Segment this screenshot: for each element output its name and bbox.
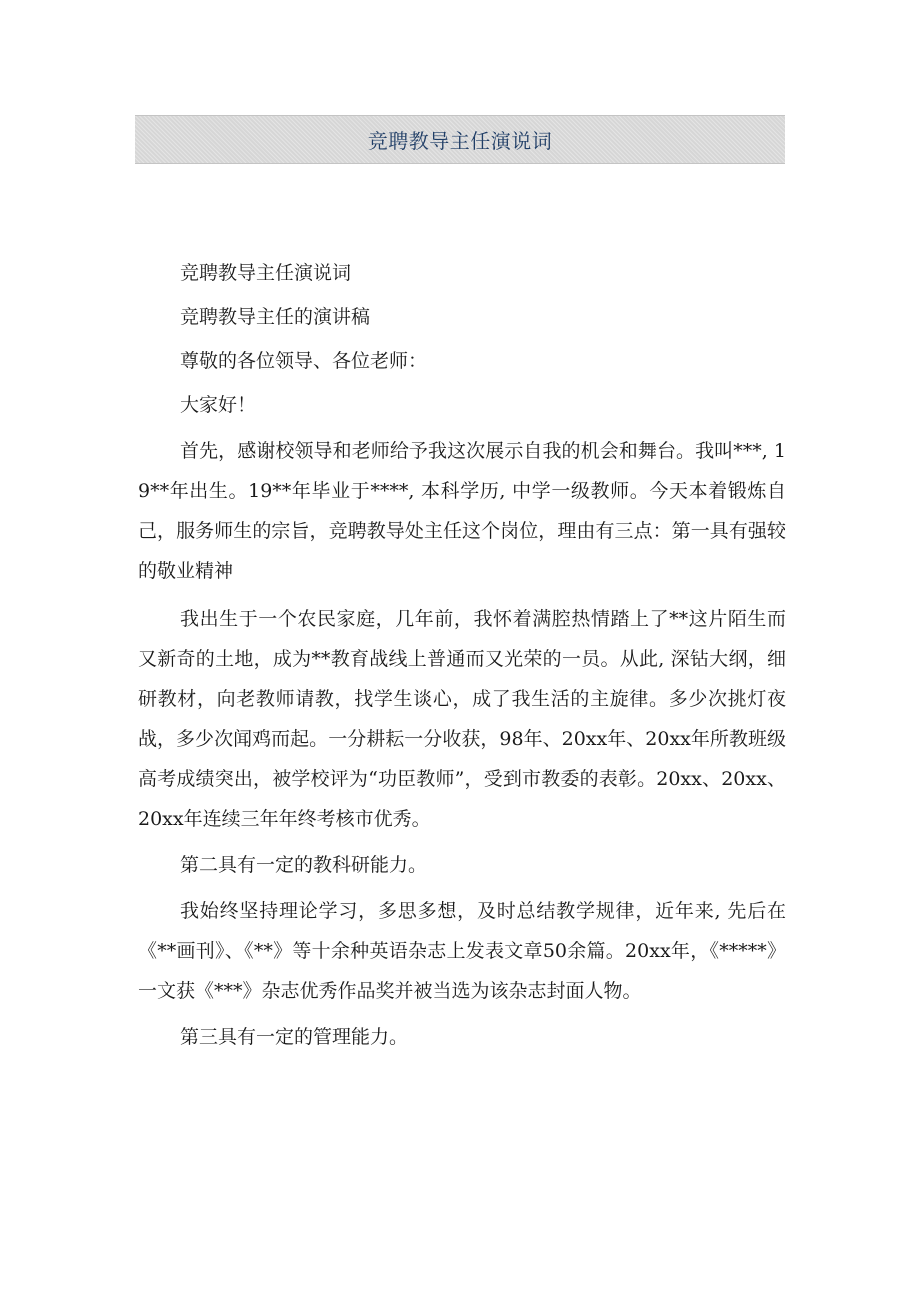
paragraph-research: 我始终坚持理论学习，多思多想，及时总结教学规律，近年来, 先后在《**画刊》、《**》等十余种英语杂志上发表文章50余篇。20xx年，《*****》一文获《***》杂志优秀作品奖并被当选为该杂志封面人物。 [138,900,786,1002]
paragraph-introduction: 首先，感谢校领导和老师给予我这次展示自我的机会和舞台。我叫***, 19**年出生。19**年毕业于****, 本科学历, 中学一级教师。今天本着锻炼自己，服务师生的宗旨，竞聘教导处主任这个岗位，理由有三点：第一具有强较的敬业精神 [138,440,786,582]
title-banner [135,115,785,164]
salutation: 尊敬的各位领导、各位老师： [180,350,428,372]
speech-subheading: 竞聘教导主任的演讲稿 [180,306,371,328]
paragraph-dedication: 我出生于一个农民家庭，几年前，我怀着满腔热情踏上了**这片陌生而又新奇的土地，成为**教育战线上普通而又光荣的一员。从此, 深钻大纲，细研教材，向老教师请教，找学生谈心，成了我生活的主旋律。多少次挑灯夜战，多少次闻鸡而起。一分耕耘一分收获，98年、20xx年、20xx年所教班级高考成绩突出，被学校评为“功臣教师”，受到市教委的表彰。20xx、20xx、20xx年连续三年年终考核市优秀。 [138,608,786,830]
page-title: 竞聘教导主任演说词 [367,129,553,153]
section-heading-management: 第三具有一定的管理能力。 [180,1026,409,1048]
section-heading-research: 第二具有一定的教科研能力。 [180,854,428,876]
greeting: 大家好！ [180,394,257,416]
speech-heading: 竞聘教导主任演说词 [180,262,352,284]
document-body [138,255,786,1063]
